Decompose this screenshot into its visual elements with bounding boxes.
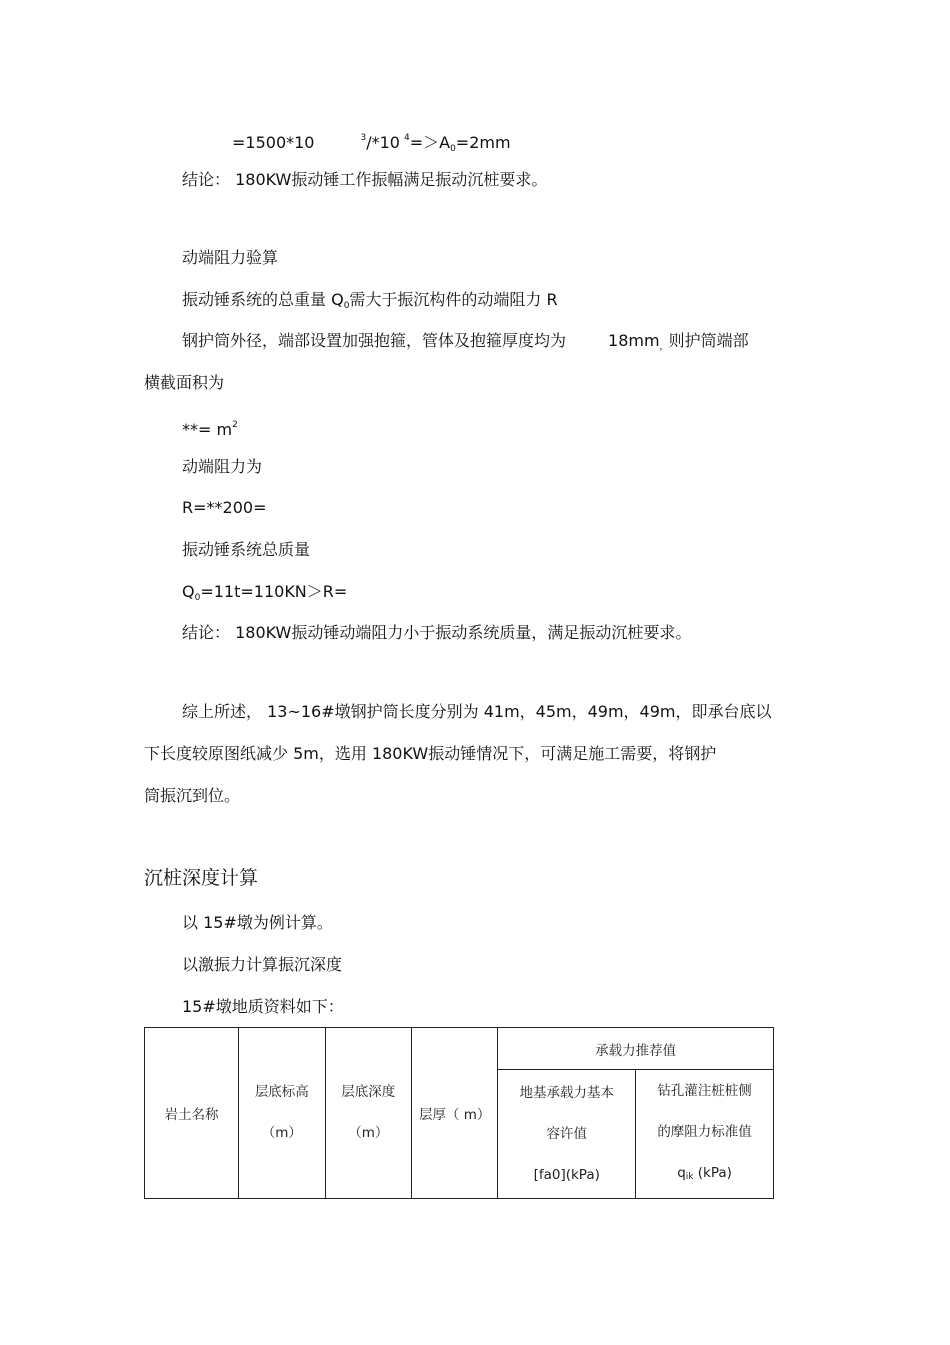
paragraph-line — [182, 290, 558, 316]
subscript: 0 — [343, 301, 350, 311]
section-heading-pile-depth: 沉桩深度计算 — [144, 867, 259, 889]
text-part: 钢护筒外径，端部设置加强抱箍，管体及抱箍厚度均为 — [182, 331, 567, 350]
subscript: ， — [659, 342, 669, 352]
header-foundation-capacity — [498, 1070, 636, 1199]
subscript: 0 — [194, 593, 201, 603]
formula-part: /*10 — [366, 133, 400, 152]
geology-table — [144, 1027, 774, 1199]
header-bearing-capacity: 承载力推荐值 — [498, 1028, 774, 1070]
formula-mass — [182, 582, 347, 608]
header-text: 容许值 — [546, 1125, 587, 1142]
formula-part: **= m — [182, 420, 233, 439]
formula-part: =2mm — [455, 133, 511, 152]
formula-area — [182, 415, 238, 440]
superscript: 3 — [360, 133, 367, 143]
text-part: 振动锤系统的总重量 Q — [182, 290, 344, 309]
text-part: 需大于振沉构件的动端阻力 R — [349, 290, 558, 309]
paragraph-line: 横截面积为 — [144, 373, 225, 392]
superscript: 4 — [403, 133, 410, 143]
section-heading-end-resistance: 动端阻力验算 — [182, 248, 279, 267]
formula-resistance: R=**200= — [182, 498, 267, 517]
header-unit: （m） — [261, 1125, 302, 1141]
header-soil-name: 岩土名称 — [145, 1028, 239, 1199]
superscript: 2 — [232, 420, 238, 430]
line-formula-amplitude — [232, 128, 511, 159]
header-text: 地基承载力基本 — [519, 1084, 614, 1101]
conclusion-end-resistance: 结论： 180KW振动锤动端阻力小于振动系统质量，满足振动沉桩要求。 — [182, 623, 692, 642]
formula-part: =11t=110KN＞R= — [200, 582, 348, 601]
header-pile-friction — [636, 1070, 774, 1199]
paragraph-line: 15#墩地质资料如下： — [182, 997, 344, 1016]
header-unit: [fa0](kPa) — [533, 1166, 600, 1183]
summary-line: 综上所述， 13~16#墩钢护筒长度分别为 41m，45m，49m，49m，即承台底以 — [182, 702, 772, 721]
header-text: 层底标高 — [254, 1084, 309, 1100]
paragraph-line — [182, 331, 749, 357]
paragraph-line: 以激振力计算振沉深度 — [182, 955, 343, 974]
summary-line: 下长度较原图纸减少 5m，选用 180KW振动锤情况下，可满足施工需要，将钢护 — [144, 744, 717, 763]
header-text: 钻孔灌注桩桩侧 — [657, 1082, 752, 1099]
header-bottom-depth — [325, 1028, 411, 1199]
paragraph-line: 振动锤系统总质量 — [182, 540, 311, 559]
text-part: 则护筒端部 — [668, 331, 749, 350]
header-unit: （m） — [348, 1125, 389, 1141]
formula-part: =＞A — [409, 133, 451, 152]
header-unit: qik (kPa) — [677, 1164, 732, 1182]
summary-line: 筒振沉到位。 — [144, 786, 241, 805]
paragraph-line: 动端阻力为 — [182, 457, 263, 476]
formula-part: =1500*10 — [232, 133, 315, 152]
header-text: 的摩阻力标准值 — [657, 1123, 752, 1140]
header-bottom-elevation — [239, 1028, 325, 1199]
header-layer-thickness: 层厚（ m） — [412, 1028, 498, 1199]
text-part: 18mm — [608, 331, 660, 350]
formula-part: Q — [182, 582, 195, 601]
subscript: 0 — [450, 144, 456, 154]
paragraph-line: 以 15#墩为例计算。 — [182, 913, 333, 932]
conclusion-amplitude: 结论： 180KW振动锤工作振幅满足振动沉桩要求。 — [182, 170, 548, 189]
header-text: 层底深度 — [341, 1084, 396, 1100]
